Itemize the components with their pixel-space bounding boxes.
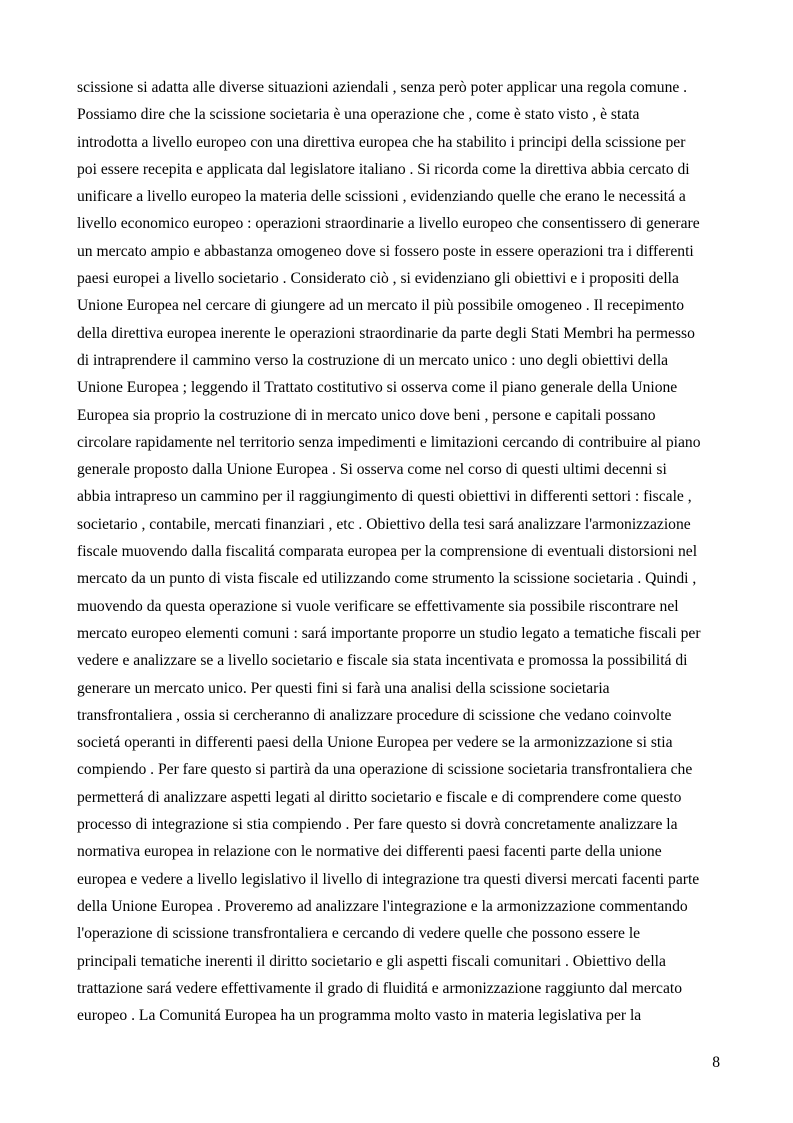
text-line: paesi europei a livello societario . Considerato ciò , si evidenziano gli obiettivi e i propositi della [77,270,679,288]
text-line: Unione Europea nel cercare di giungere ad un mercato il più possibile omogeneo . Il recepimento [77,297,685,315]
text-line: scissione si adatta alle diverse situazioni aziendali , senza però poter applicar una regola comune . [77,79,688,96]
text-line: vedere e analizzare se a livello societario e fiscale sia stata incentivata e promossa la possibilitá di [77,652,688,670]
text-line: mercato europeo elementi comuni : sará importante proporre un studio legato a tematiche fiscali per [77,624,701,642]
text-line: l'operazione di scissione transfrontaliera e cercando di vedere quelle che possono essere le [77,925,641,943]
text-line: un mercato ampio e abbastanza omogeneo dove si fossero poste in essere operazioni tra i differenti [77,242,694,260]
text-line: transfrontaliera , ossia si cercheranno di analizzare procedure di scissione che vedano coinvolte [77,706,672,724]
text-line: europeo . La Comunitá Europea ha un programma molto vasto in materia legislativa per la [77,1007,642,1025]
text-line: fiscale muovendo dalla fiscalitá comparata europea per la comprensione di eventuali distorsioni nel [77,543,698,561]
text-line: muovendo da questa operazione si vuole verificare se effettivamente sia possibile riscontrare nel [77,597,679,615]
text-line: normativa europea in relazione con le normative dei differenti paesi facenti parte della unione [77,843,662,861]
text-line: abbia intrapreso un cammino per il raggiungimento di questi obiettivi in differenti settori : fiscale , [77,488,692,506]
text-line: della Unione Europea . Proveremo ad analizzare l'integrazione e la armonizzazione commentando [77,897,688,915]
text-line: processo di integrazione si stia compiendo . Per fare questo si dovrà concretamente analizzare la [77,816,678,834]
text-line: poi essere recepita e applicata dal legislatore italiano . Si ricorda come la direttiva abbia cercato di [77,160,690,178]
text-line: europea e vedere a livello legislativo il livello di integrazione tra questi diversi mercati facenti parte [77,870,700,888]
text-line: societario , contabile, mercati finanziari , etc . Obiettivo della tesi sará analizzare l'armonizzazione [77,515,691,533]
text-line: trattazione sará vedere effettivamente il grado di fluiditá e armonizzazione raggiunto dal mercato [77,979,682,997]
text-line: livello economico europeo : operazioni straordinarie a livello europeo che consentissero di generare [77,215,700,233]
text-line: permetterá di analizzare aspetti legati al diritto societario e fiscale e di comprendere come questo [77,788,682,806]
text-line: Europea sia proprio la costruzione di in mercato unico dove beni , persone e capitali possano [77,406,656,424]
text-line: societá operanti in differenti paesi della Unione Europea per vedere se la armonizzazione si stia [77,734,673,752]
text-line: circolare rapidamente nel territorio senza impedimenti e limitazioni cercando di contribuire al piano [77,433,701,451]
text-line: mercato da un punto di vista fiscale ed utilizzando come strumento la scissione societaria . Quindi , [77,570,697,588]
text-line: Unione Europea ; leggendo il Trattato costitutivo si osserva come il piano generale della Unione [77,379,678,397]
text-line: principali tematiche inerenti il diritto societario e gli aspetti fiscali comunitari . Obiettivo della [77,952,666,970]
text-line: generale proposto dalla Unione Europea . Si osserva come nel corso di questi ultimi decenni si [77,461,667,479]
text-line: compiendo . Per fare questo si partirà da una operazione di scissione societaria transfrontaliera che [77,761,693,779]
text-line: Possiamo dire che la scissione societaria è una operazione che , come è stato visto , è stata [77,106,640,124]
text-line: di intraprendere il cammino verso la costruzione di un mercato unico : uno degli obiettivi della [77,351,669,369]
text-line: unificare a livello europeo la materia delle scissioni , evidenziando quelle che erano le necessitá a [77,188,686,206]
text-line: generare un mercato unico. Per questi fini si farà una analisi della scissione societaria [77,679,610,697]
page-number: 8 [712,1054,720,1071]
body-text [77,74,737,1029]
text-line: della direttiva europea inerente le operazioni straordinarie da parte degli Stati Membri ha permesso [77,324,695,342]
text-line: introdotta a livello europeo con una direttiva europea che ha stabilito i principi della scissione per [77,133,686,151]
